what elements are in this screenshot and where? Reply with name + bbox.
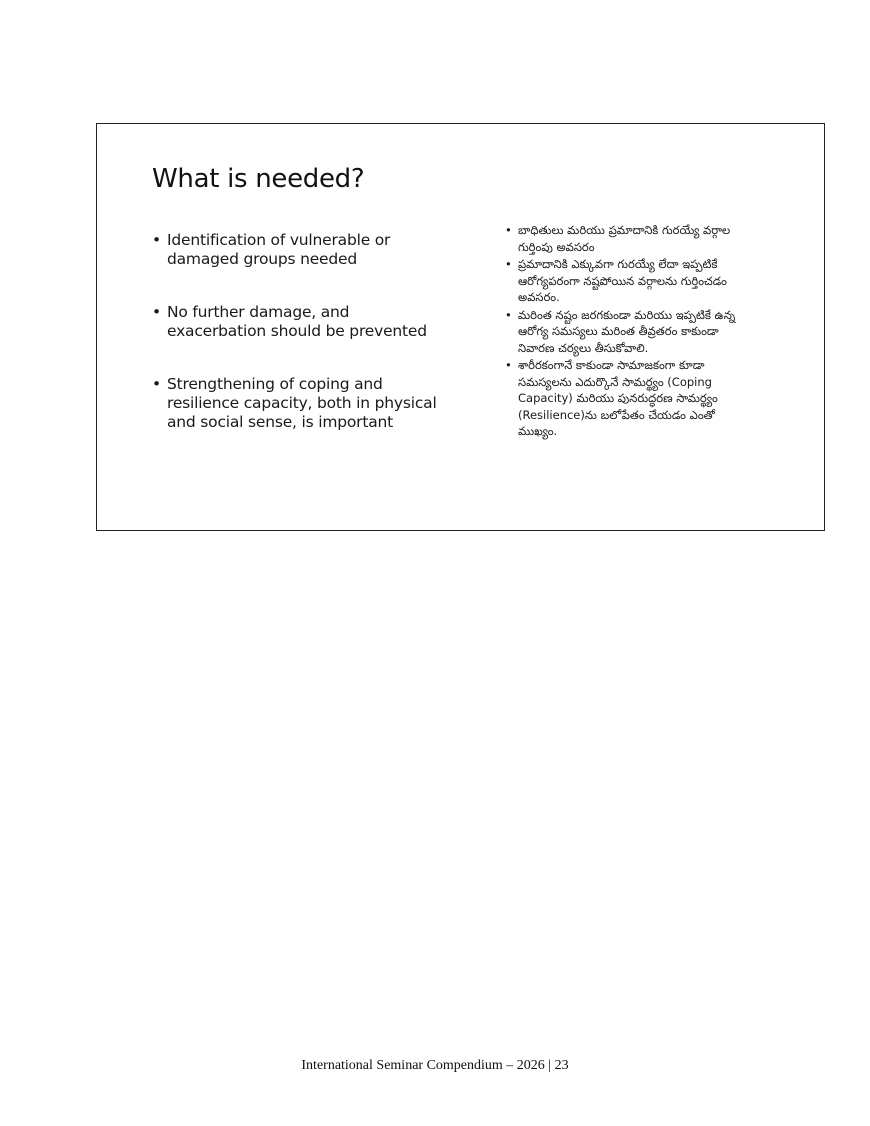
- slide-title: What is needed?: [152, 164, 365, 194]
- english-bullet-item: • Identification of vulnerable or damaged groups needed: [152, 231, 442, 269]
- telugu-bullet-item: • మరింత నష్టం జరగకుండా మరియు ఇప్పటికే ఉన్న ఆరోగ్య సమస్యలు మరింత తీవ్రతరం కాకుండా నివారణ చర్యలు తీసుకోవాలి.: [505, 307, 755, 357]
- english-bullet-item: • No further damage, and exacerbation should be prevented: [152, 303, 442, 341]
- telugu-bullet-list: [505, 222, 755, 440]
- english-bullet-list: [152, 231, 442, 432]
- telugu-bullet-item: • బాధితులు మరియు ప్రమాదానికి గురయ్యే వర్గాల గుర్తింపు అవసరం: [505, 222, 755, 255]
- telugu-bullet-item: • ప్రమాదానికి ఎక్కువగా గురయ్యే లేదా ఇప్పటికే ఆరోగ్యపరంగా నష్టపోయిన వర్గాలను గుర్తించడం అవసరం.: [505, 256, 755, 306]
- page-footer: International Seminar Compendium – 2026 | 23: [301, 1058, 569, 1073]
- english-bullet-item: • Strengthening of coping and resilience capacity, both in physical and social sense, is important: [152, 375, 442, 432]
- slide-frame: [96, 123, 825, 531]
- telugu-bullet-item: • శారీరకంగానే కాకుండా సామాజకంగా కూడా సమస్యలను ఎదుర్కొనే సామర్థ్యం (Coping Capacity) మరియు పునరుద్ధరణ సామర్థ్యం (Resilience)ను బలోపేతం చేయడం ఎంతో ముఖ్యం.: [505, 357, 755, 440]
